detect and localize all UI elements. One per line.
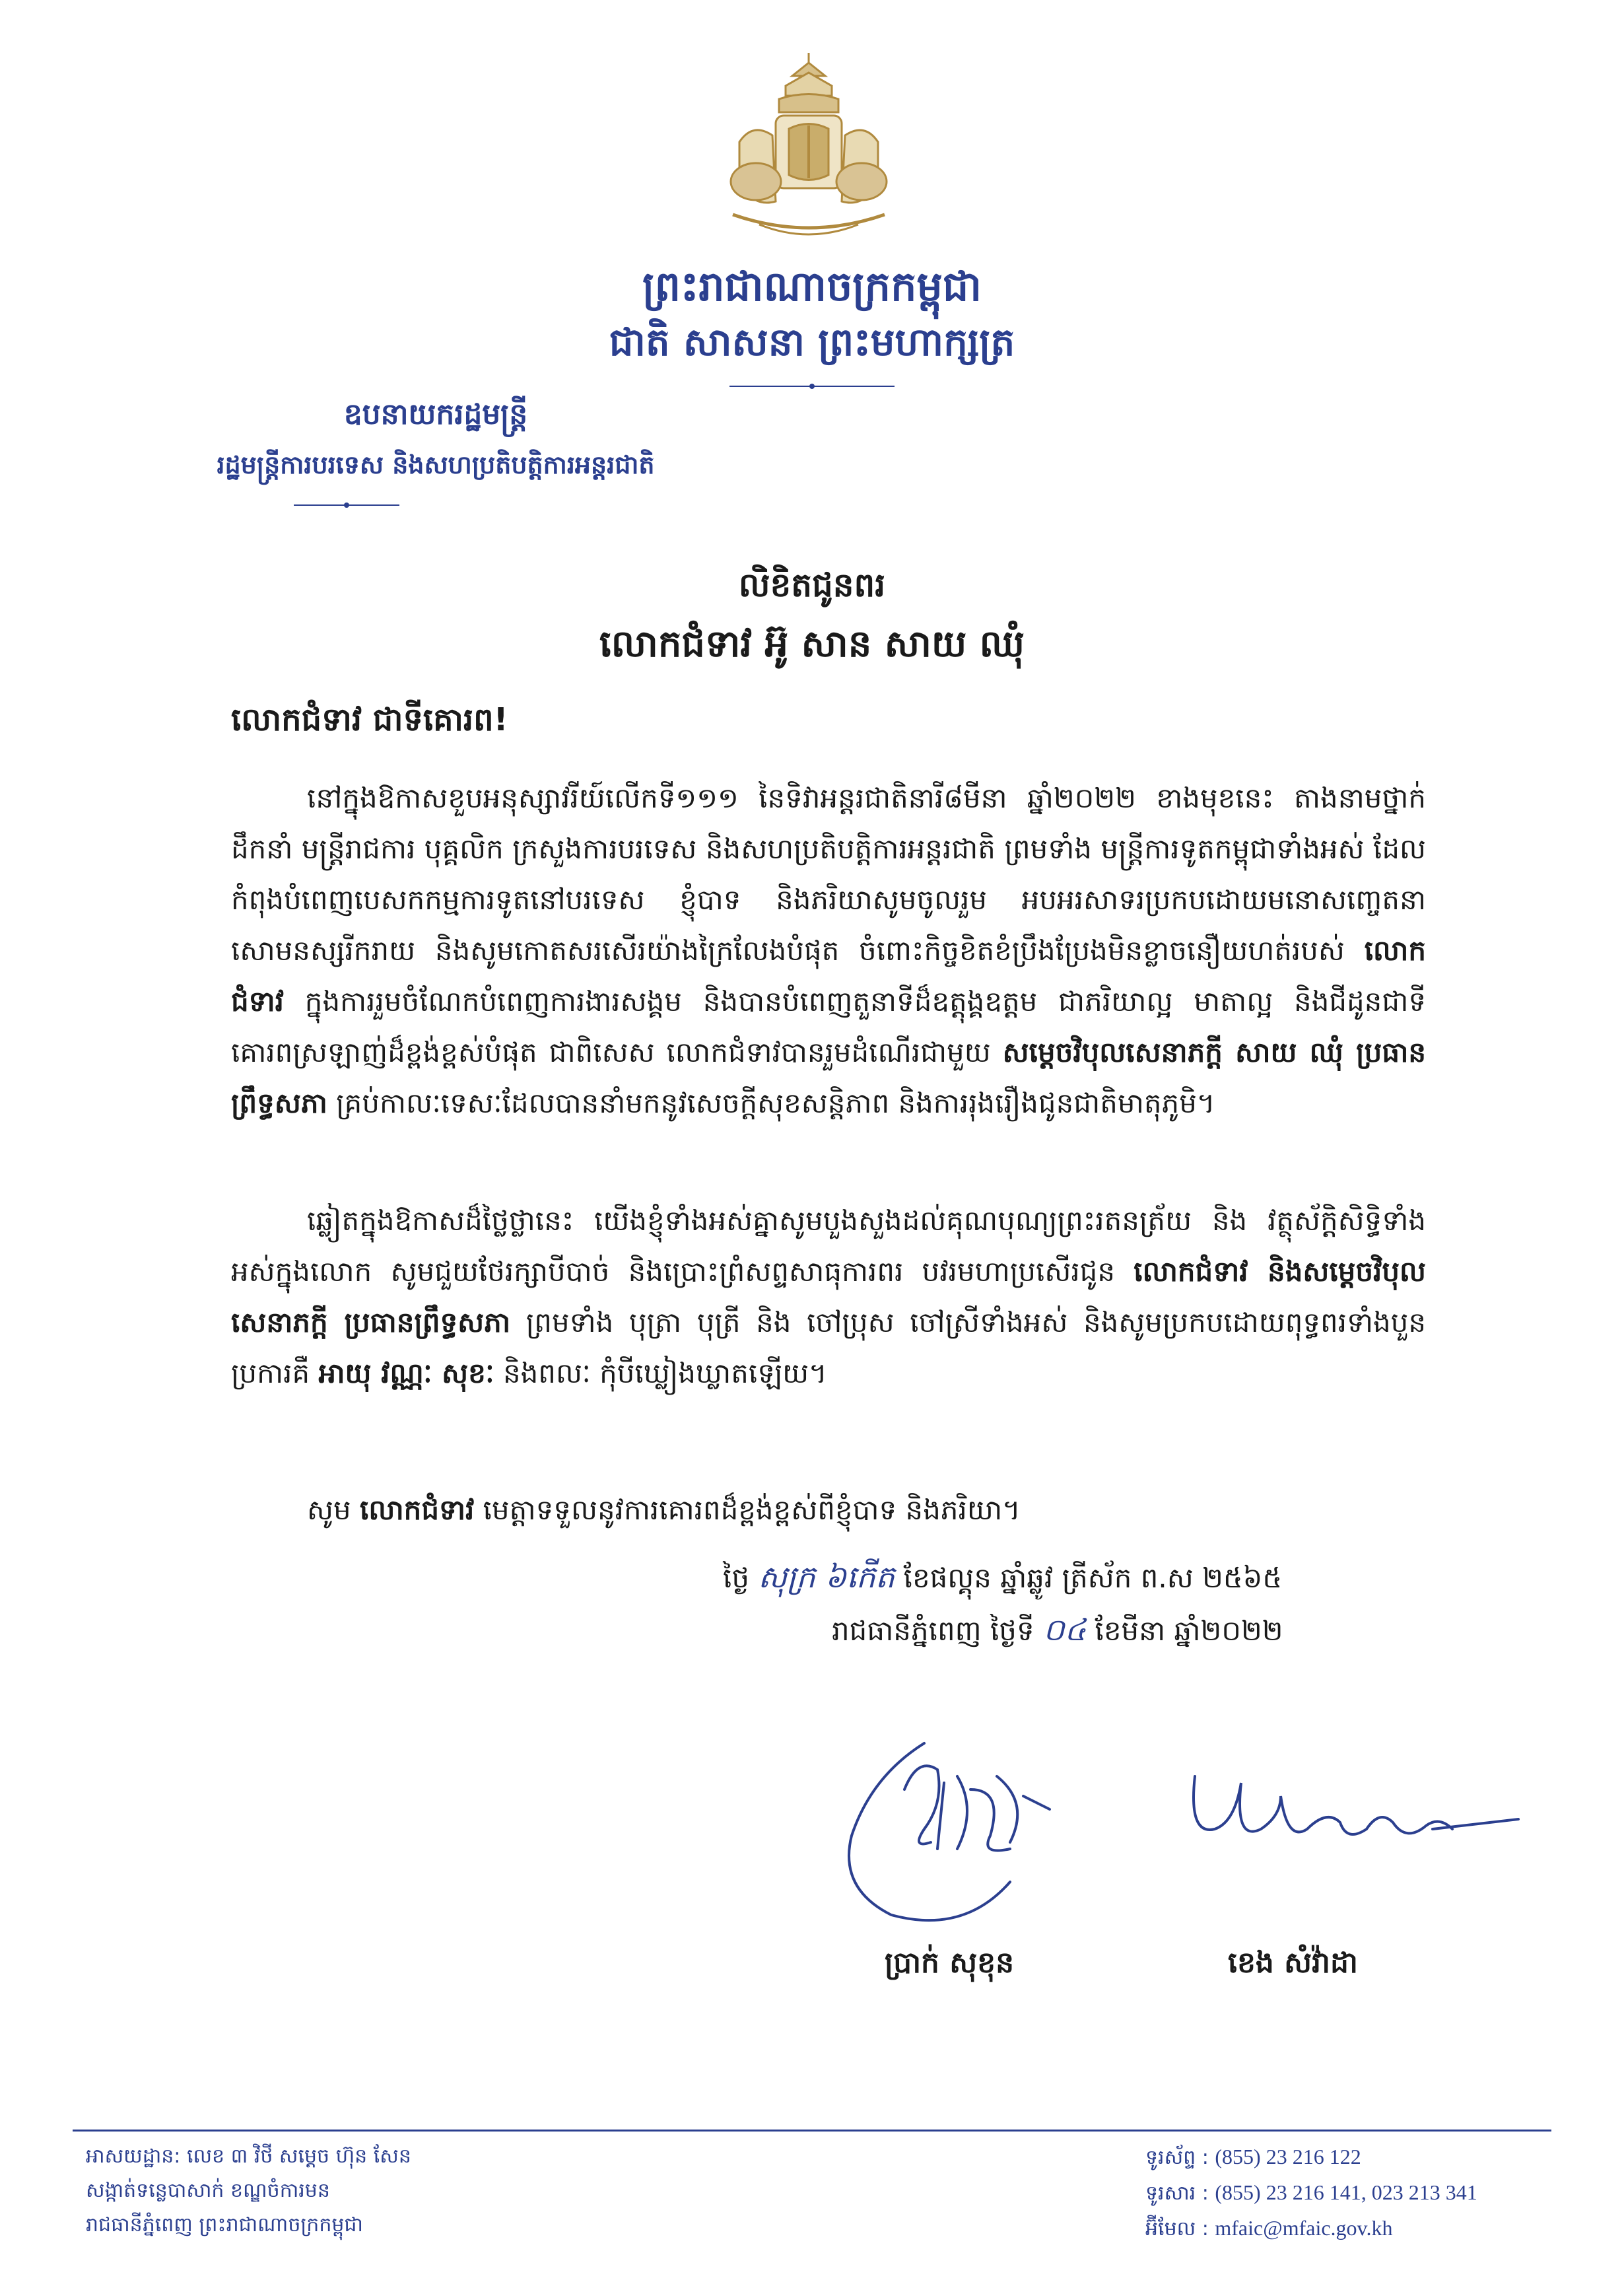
email-link[interactable]: mfaic@mfaic.gov.kh xyxy=(1215,2216,1393,2240)
para1-bold-title: លោកជំទាវ xyxy=(231,934,1426,1018)
para2-text-3: និងពលៈ កុំបីឃ្លៀងឃ្លាតឡើយ។ xyxy=(494,1357,827,1389)
phone-value: (855) 23 216 122 xyxy=(1215,2145,1361,2168)
email-label: អ៊ីមែល : xyxy=(1145,2217,1209,2240)
para1-text-3: គ្រប់កាលៈទេសៈដែលបាននាំមកនូវសេចក្តីសុខសន្តិភាព និងការរុងរឿងជូនជាតិមាតុភូមិ។ xyxy=(327,1087,1215,1119)
address-label: អាសយដ្ឋាន: xyxy=(86,2145,181,2168)
body-paragraph-2 xyxy=(231,1195,1426,1399)
lunar-date-prefix: ថ្ងៃ xyxy=(723,1562,749,1594)
footer-divider xyxy=(73,2130,1551,2132)
signature-2 xyxy=(1182,1756,1525,1875)
para3-text-2: មេត្តាទទួលនូវការគោរពដ៏ខ្ពង់ខ្ពស់ពីខ្ញុំបាទ និងភរិយា។ xyxy=(474,1494,1021,1526)
body-paragraph-1 xyxy=(231,773,1426,1128)
national-motto: ជាតិ សាសនា ព្រះមហាក្សត្រ xyxy=(609,320,1015,364)
solar-date-line xyxy=(832,1611,1283,1655)
recipient-heading: លោកជំទាវ អ៊ូ សាន សាយ ឈុំ xyxy=(599,623,1025,666)
para3-bold-title: លោកជំទាវ xyxy=(360,1494,475,1526)
solar-date-suffix: ខែមីនា ឆ្នាំ២០២២ xyxy=(1095,1614,1283,1647)
phone-row xyxy=(1145,2139,1477,2175)
fax-row xyxy=(1145,2175,1477,2211)
para2-text: ឆ្លៀតក្នុងឱកាសដ៏ថ្លៃថ្លានេះ យើងខ្ញុំទាំងអស់គ្នាសូមបួងសួងដល់គុណបុណ្យព្រះរតនត្រ័យ និង វត្ថុស័ក្តិសិទ្ធិទាំងអស់ក្នុងលោក សូមជួយថែរក្សាបីបាច់ និងប្រោះព្រំសព្ទសាធុការពរ បវរមហាប្រសើរជូន xyxy=(231,1204,1426,1288)
address-line-3: រាជធានីភ្នំពេញ ព្រះរាជាណាចក្រកម្ពុជា xyxy=(86,2213,363,2236)
ornament-divider xyxy=(294,502,399,508)
phone-label: ទូរស័ព្ទ : xyxy=(1145,2146,1209,2169)
para3-text: សូម xyxy=(307,1494,360,1526)
sender-ministry: រដ្ឋមន្ត្រីការបរទេស និងសហប្រតិបត្តិការអន្តរជាតិ xyxy=(217,450,655,479)
solar-date-prefix: រាជធានីភ្នំពេញ ថ្ងៃទី xyxy=(832,1614,1034,1647)
letter-type-heading: លិខិតជូនពរ xyxy=(738,566,886,604)
para2-text-2: ព្រមទាំង បុត្រា បុត្រី និង ចៅប្រុស ចៅស្រីទាំងអស់ និងសូមប្រកបដោយពុទ្ធពរទាំងបួនប្រការគឺ xyxy=(231,1306,1426,1389)
kingdom-title: ព្រះរាជាណាចក្រកម្ពុជា xyxy=(642,262,982,310)
address-value-1: លេខ ៣ វិថី សម្តេច ហ៊ុន សែន xyxy=(186,2145,411,2168)
address-line-2: សង្កាត់ទន្លេបាសាក់ ខណ្ឌចំការមន xyxy=(86,2179,330,2202)
lunar-date-suffix: ខែផល្គុន ឆ្នាំឆ្លូវ ត្រីស័ក ព.ស ២៥៦៥ xyxy=(903,1562,1283,1594)
body-paragraph-3 xyxy=(231,1484,1426,1535)
ornament-divider xyxy=(729,383,895,390)
salutation: លោកជំទាវ ជាទីគោរព! xyxy=(231,701,508,738)
footer-address xyxy=(86,2139,411,2242)
sender-office: ឧបនាយករដ្ឋមន្ត្រី xyxy=(343,398,528,431)
footer-contacts xyxy=(1145,2139,1477,2246)
para2-bold-blessings: អាយុ វណ្ណៈ សុខៈ xyxy=(318,1357,494,1389)
para2-bold-names: លោកជំទាវ និងសម្តេចវិបុលសេនាភក្តី ប្រធានព្រឹទ្ធសភា xyxy=(231,1255,1426,1338)
lunar-date-line xyxy=(723,1558,1282,1603)
para1-bold-name: សម្តេចវិបុលសេនាភក្តី សាយ ឈុំ ប្រធានព្រឹទ្ធសភា xyxy=(231,1036,1426,1119)
signer-2-name: ខេង សំវ៉ាដា xyxy=(1228,1946,1358,1980)
signer-1-name: ប្រាក់ សុខុន xyxy=(885,1946,1015,1980)
para1-text-2: ក្នុងការរួមចំណែកបំពេញការងារសង្គម និងបានបំពេញតួនាទីដ៏ឧត្តុង្គឧត្តម ជាភរិយាល្អ មាតាល្អ និងជីដូនជាទីគោរពស្រឡាញ់ដ៏ខ្ពង់ខ្ពស់បំផុត ជាពិសេស លោកជំទាវបានរួមដំណើរជាមួយ xyxy=(231,985,1426,1068)
address-line-1 xyxy=(86,2139,411,2174)
fax-label: ទូរសារ : xyxy=(1145,2182,1209,2205)
lunar-date-handwritten: សុក្រ ៦កើត xyxy=(758,1559,895,1595)
para1-text: នៅក្នុងឱកាសខួបអនុស្សាវរីយ៍លើកទី១១១ នៃទិវាអន្តរជាតិនារី៨មីនា ឆ្នាំ២០២២ ខាងមុខនេះ តាងនាមថ្នាក់ដឹកនាំ មន្ត្រីរាជការ បុគ្គលិក ក្រសួងការបរទេស និងសហប្រតិបត្តិការអន្តរជាតិ ព្រមទាំង មន្ត្រីការទូតកម្ពុជាទាំងអស់ ដែលកំពុងបំពេញបេសកកម្មការទូតនៅបរទេស ខ្ញុំបាទ និងភរិយាសូមចូលរួម អបអរសាទរប្រកបដោយមនោសញ្ចេតនាសោមនស្សរីករាយ និងសូមកោតសរសើរយ៉ាងក្រៃលែងបំផុត ចំពោះកិច្ចខិតខំប្រឹងប្រែងមិនខ្លាចនឿយហត់របស់ xyxy=(231,782,1426,967)
signature-1 xyxy=(812,1717,1102,1941)
fax-value: (855) 23 216 141, 023 213 341 xyxy=(1215,2180,1477,2204)
solar-date-handwritten: ០៤ xyxy=(1042,1612,1087,1647)
email-row[interactable] xyxy=(1145,2211,1477,2246)
royal-emblem-icon xyxy=(713,50,904,248)
